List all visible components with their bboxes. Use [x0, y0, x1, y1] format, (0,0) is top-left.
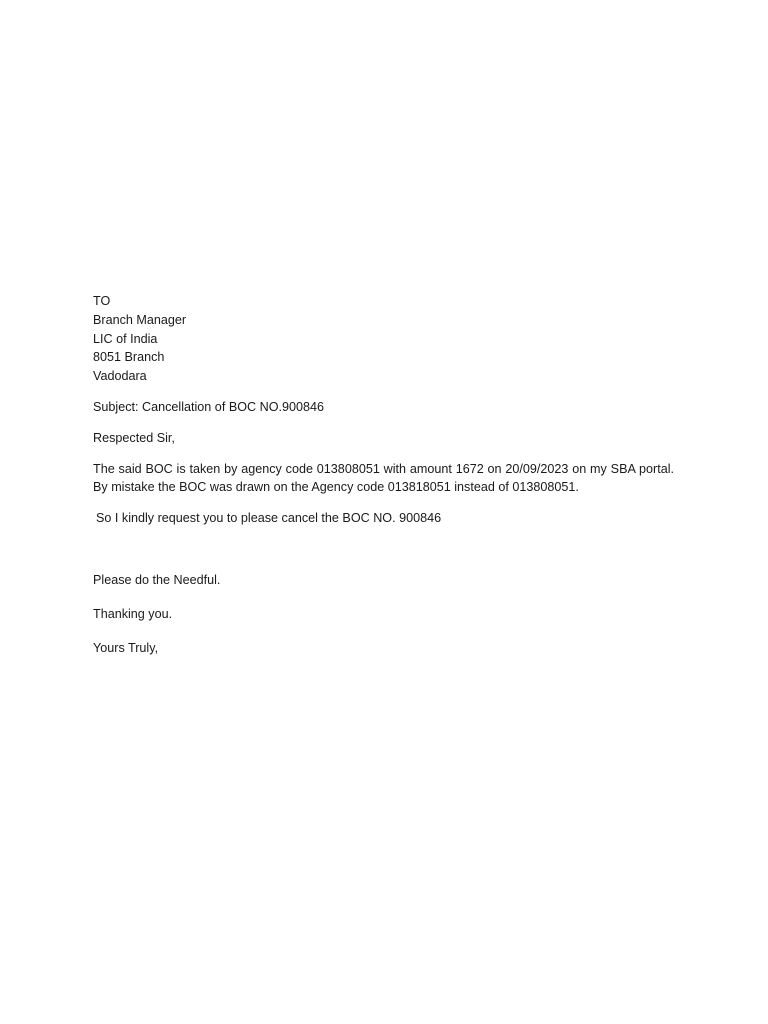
letter-needful: Please do the Needful. — [93, 572, 221, 587]
address-to: TO — [93, 294, 111, 308]
address-branch: 8051 Branch — [93, 350, 165, 365]
recipient-address — [93, 292, 674, 386]
letter-thanks: Thanking you. — [93, 606, 173, 621]
letter-body — [93, 292, 674, 657]
letter-subject: Subject: Cancellation of BOC NO.900846 — [93, 399, 325, 414]
address-recipient: Branch Manager — [93, 312, 187, 327]
letter-body-paragraph: The said BOC is taken by agency code 013808051 with amount 1672 on 20/09/2023 on my SBA portal. By mistake the BOC was drawn on the Agency code 013818051 instead of 013808051. — [93, 461, 674, 495]
letter-request: So I kindly request you to please cancel the BOC NO. 900846 — [96, 511, 442, 526]
letter-closing: Yours Truly, — [93, 640, 159, 655]
address-organization: LIC of India — [93, 331, 158, 346]
address-city: Vadodara — [93, 369, 147, 384]
letter-salutation: Respected Sir, — [93, 430, 175, 445]
